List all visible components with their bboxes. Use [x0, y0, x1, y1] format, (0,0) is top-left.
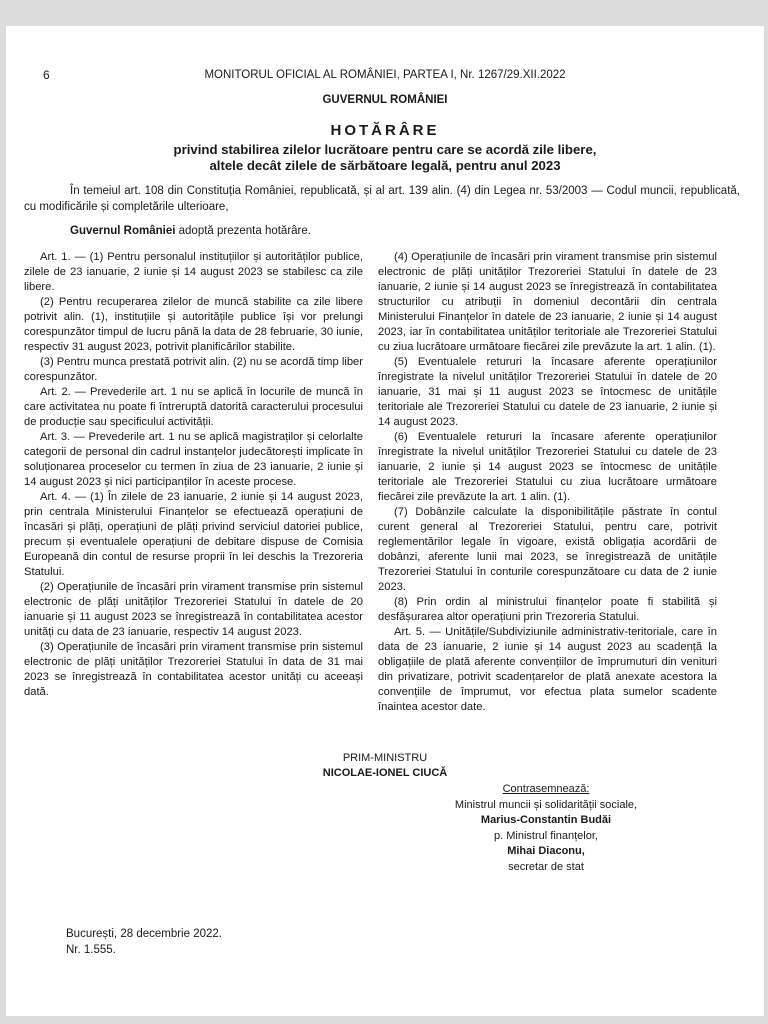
page-number: 6 [43, 68, 50, 82]
minister-2-title: p. Ministrul finanțelor, [494, 829, 598, 842]
subtitle-line-1: privind stabilirea zilelor lucrătoare pentru care se acordă zile libere, [173, 142, 597, 157]
prime-minister-name: NICOLAE-IONEL CIUCĂ [322, 767, 448, 779]
left-column [24, 250, 363, 700]
adoption-subject: Guvernul României [70, 225, 176, 237]
adoption-statement [24, 223, 740, 239]
document-subtitle [6, 142, 764, 173]
minister-1-title: Ministrul muncii și solidarității sociale, [454, 798, 638, 811]
right-column [378, 250, 717, 715]
countersign-label: Contrasemnează: [502, 783, 590, 795]
paragraph: Art. 5. — Unitățile/Subdiviziunile administrativ-teritoriale, care în data de 23 ianuarie, 2 iunie și 14 august 2023 au scadență la obligațiile de plată aferente convențiilor de împrumuturi din venituri din privatizare, potrivit scadențarelor de plată anexate acestora la convențiile de împrumut, vor efectua plata sumelor scadente înaintea acestor date. [378, 626, 717, 713]
paragraph: (2) Pentru recuperarea zilelor de muncă stabilite ca zile libere potrivit alin. (1), instituțiile și autoritățile publice își vor prelungi corespunzător timpul de lucru până la data de 28 februarie, 30 iunie, respectiv 31 august 2023, potrivit planificărilor stabilite. [24, 296, 363, 353]
paragraph: Art. 1. — (1) Pentru personalul instituțiilor și autorităților publice, zilele de 23 ianuarie, 2 iunie și 14 august 2023 se stabilesc ca zile libere. [24, 251, 363, 293]
paragraph: (3) Pentru munca prestată potrivit alin. (2) nu se acordă timp liber corespunzător. [24, 356, 363, 383]
place-date: București, 28 decembrie 2022. [66, 928, 222, 940]
issuer: GUVERNUL ROMÂNIEI [322, 94, 448, 106]
paragraph: (4) Operațiunile de încasări prin virament transmise prin sistemul electronic de plăți unităților Trezoreriei Statului în datele de 23 ianuarie, 2 iunie și 14 august 2023 se înregistrează în contabilitatea structurilor cu atribuții în domeniul decontării din centrala Ministerului Finanțelor în datele de 23 ianuarie, 2 iunie și 14 august 2023, iar în contabilitatea unităților teritoriale ale Trezoreriei Statului cu ziua lucrătoare următoare fiecărei zile prevăzute la art. 1 alin. (1). [378, 251, 717, 353]
paragraph: (2) Operațiunile de încasări prin virament transmise prin sistemul electronic de plăți unităților Trezoreriei Statului în datele de 20 ianuarie și 11 august 2023 se înregistrează în contabilitatea acestor unități cu data de 23 ianuarie, respectiv 14 august 2023. [24, 581, 363, 638]
paragraph: Art. 2. — Prevederile art. 1 nu se aplică în locurile de muncă în care activitatea nu poate fi întreruptă datorită caracterului procesului de producție sau specificului activității. [24, 386, 363, 428]
paragraph: (8) Prin ordin al ministrului finanțelor poate fi stabilită și desfășurarea altor operațiuni prin Trezoreria Statului. [378, 596, 717, 623]
document-number: Nr. 1.555. [66, 944, 116, 956]
minister-2-role: secretar de stat [508, 860, 584, 873]
paragraph: (5) Eventualele retururi la încasare aferente operațiunilor înregistrate la nivelul unităților Trezoreriei Statului în datele de 20 ianuarie, 31 mai și 11 august 2023 se întocmesc de unitățile teritoriale ale Trezoreriei Statului cu datele de 23 ianuarie, 2 iunie și 14 august 2023. [378, 356, 717, 428]
countersignatures [406, 782, 686, 875]
paragraph: (6) Eventualele retururi la încasare aferente operațiunilor înregistrate la nivelul unităților Trezoreriei Statului cu datele de 23 ianuarie, 2 iunie și 14 august 2023 se întocmesc de unitățile teritoriale ale Trezoreriei Statului cu ziua lucrătoare următoare fiecărei zile prevăzute la art. 1 alin. (1). [378, 431, 717, 503]
document-page [6, 26, 764, 1016]
paragraph: Art. 3. — Prevederile art. 1 nu se aplică magistraților și celorlalte categorii de personal din cadrul instanțelor judecătorești implicate în soluționarea proceselor cu termen în ziua de 23 ianuarie, 2 iunie și 14 august 2023 și nici participanților în aceste procese. [24, 431, 363, 488]
minister-1-name: Marius-Constantin Budăi [480, 814, 612, 826]
adoption-rest: adoptă prezenta hotărâre. [175, 225, 311, 237]
document-title: HOTĂRÂRE [330, 122, 440, 139]
paragraph: Art. 4. — (1) În zilele de 23 ianuarie, 2 iunie și 14 august 2023, prin centrala Ministerului Finanțelor se efectuează operațiuni de încasări și plăți, operațiuni de plăți privind serviciul datoriei publice, precum și eventualele operațiuni de debitare dispuse de Comisia Europeană din contul de resurse proprii în lei deschis la Trezoreria Statului. [24, 491, 363, 578]
subtitle-line-2: altele decât zilele de sărbătoare legală, pentru anul 2023 [209, 157, 561, 173]
running-header: MONITORUL OFICIAL AL ROMÂNIEI, PARTEA I, Nr. 1267/29.XII.2022 [204, 69, 566, 81]
prime-minister-title: PRIM-MINISTRU [342, 752, 428, 764]
minister-2-name: Mihai Diaconu, [507, 845, 585, 857]
paragraph: (3) Operațiunile de încasări prin virament transmise prin sistemul electronic de plăți unităților Trezoreriei Statului în data de 31 mai 2023 se înregistrează în contabilitatea acestor unități cu aceeași dată. [24, 641, 363, 698]
paragraph: (7) Dobânzile calculate la disponibilitățile păstrate în contul curent general al Trezoreriei Statului, pentru care, potrivit reglementărilor legale în vigoare, există obligația acordării de dobânzi, aferente lunii mai 2023, se înregistrează de unitățile Trezoreriei Statului în conturile corespunzătoare cu data de 2 iunie 2023. [378, 506, 717, 593]
preamble: În temeiul art. 108 din Constituția României, republicată, și al art. 139 alin. (4) din Legea nr. 53/2003 — Codul muncii, republicată, cu modificările și completările ulterioare, [24, 185, 740, 213]
